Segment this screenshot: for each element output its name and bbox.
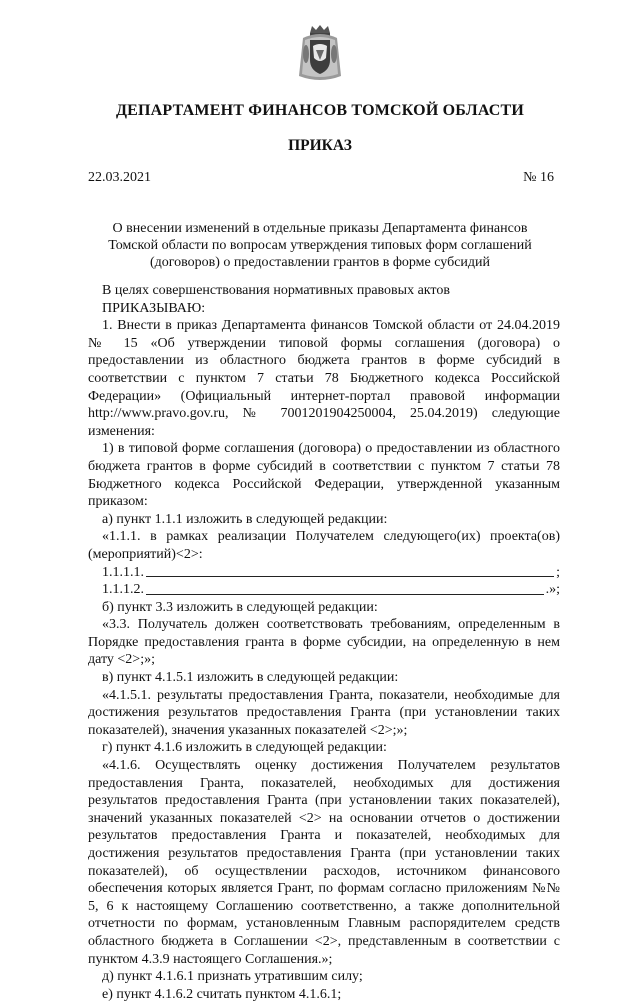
item-d: г) пункт 4.1.6 изложить в следующей редакции: (102, 740, 387, 756)
item-a: а) пункт 1.1.1 изложить в следующей редакции: (102, 511, 388, 527)
order-number: № 16 (523, 170, 554, 185)
fill-line-label: 1.1.1.2. (102, 582, 144, 598)
document-type: ПРИКАЗ (288, 137, 352, 154)
order-directive: ПРИКАЗЫВАЮ: (102, 300, 206, 316)
subparagraph-1: 1) в типовой форме соглашения (договора) о предоставлении из областного бюджета грантов в форме субсидий в соответствии с пунктом 7 статьи 78 Бюджетного кодекса Российской Федерации, утвержденной указанным приказом: (88, 441, 560, 510)
item-c-text: «4.1.5.1. результаты предоставления Гранта, показатели, необходимые для достижения результатов предоставления Гранта (при установлении таких показателей), значения указанных показателей <2>;»; (88, 687, 560, 738)
fill-line-1-1-1-1 (88, 564, 560, 582)
item-f: е) пункт 4.1.6.2 считать пунктом 4.1.6.1; (102, 986, 342, 1002)
blank-line (146, 594, 544, 595)
fill-line-end: ; (556, 564, 560, 580)
item-a-text: «1.1.1. в рамках реализации Получателем следующего(их) проекта(ов) (мероприятий)<2>: (88, 529, 560, 562)
fill-line-end: .»; (545, 582, 560, 598)
department-name: ДЕПАРТАМЕНТ ФИНАНСОВ ТОМСКОЙ ОБЛАСТИ (115, 102, 525, 119)
item-b-text: «3.3. Получатель должен соответствовать требованиям, определенным в Порядке предоставления гранта в форме субсидии, на определенную в нем дату <2>;»; (88, 617, 560, 668)
order-body (88, 282, 560, 1003)
paragraph-1: 1. Внести в приказ Департамента финансов Томской области от 24.04.2019 № 15 «Об утверждении типовой формы соглашения (договора) о предоставлении из областного бюджета грантов в форме субсидий в соответствии с пунктом 7 статьи 78 Бюджетного кодекса Российской Федерации» (Официальный интернет-портал правовой информации http://www.pravo.gov.ru, № 7001201904250004, 25.04.2019) следующие изменения: (88, 318, 560, 439)
order-date: 22.03.2021 (88, 170, 151, 185)
fill-line-label: 1.1.1.1. (102, 564, 144, 580)
coat-of-arms-icon (297, 24, 343, 84)
item-b: б) пункт 3.3 изложить в следующей редакции: (102, 599, 378, 615)
blank-line (146, 576, 554, 577)
item-e: д) пункт 4.1.6.1 признать утратившим силу; (102, 969, 363, 985)
item-c: в) пункт 4.1.5.1 изложить в следующей редакции: (102, 670, 399, 686)
item-d-text: «4.1.6. Осуществлять оценку достижения Получателем результатов предоставления Гранта, показателей, необходимых для достижения результатов предоставления Гранта (при установлении таких показателей), значений указанных показателей <2> на основании отчетов о достижении результатов предоставления Гранта и показателей, необходимых для достижения результатов предоставления Гранта (при установлении таких показателей), об осуществлении расходов, источником финансового обеспечения которых является Грант, по формам согласно приложениям №№ 5, 6 к настоящему Соглашению соответственно, а также дополнительной отчетности по формам, установленным Главным распорядителем средств областного бюджета в Соглашении <2>, представленным в соответствии с пунктом 4.3.9 настоящего Соглашения.»; (88, 758, 560, 967)
fill-line-1-1-1-2 (88, 581, 560, 599)
order-title: О внесении изменений в отдельные приказы Департамента финансов Томской области по вопросам утверждения типовых форм соглашений (договоров) о предоставлении грантов в форме субсидий (108, 221, 532, 270)
preamble: В целях совершенствования нормативных правовых актов (102, 283, 450, 298)
